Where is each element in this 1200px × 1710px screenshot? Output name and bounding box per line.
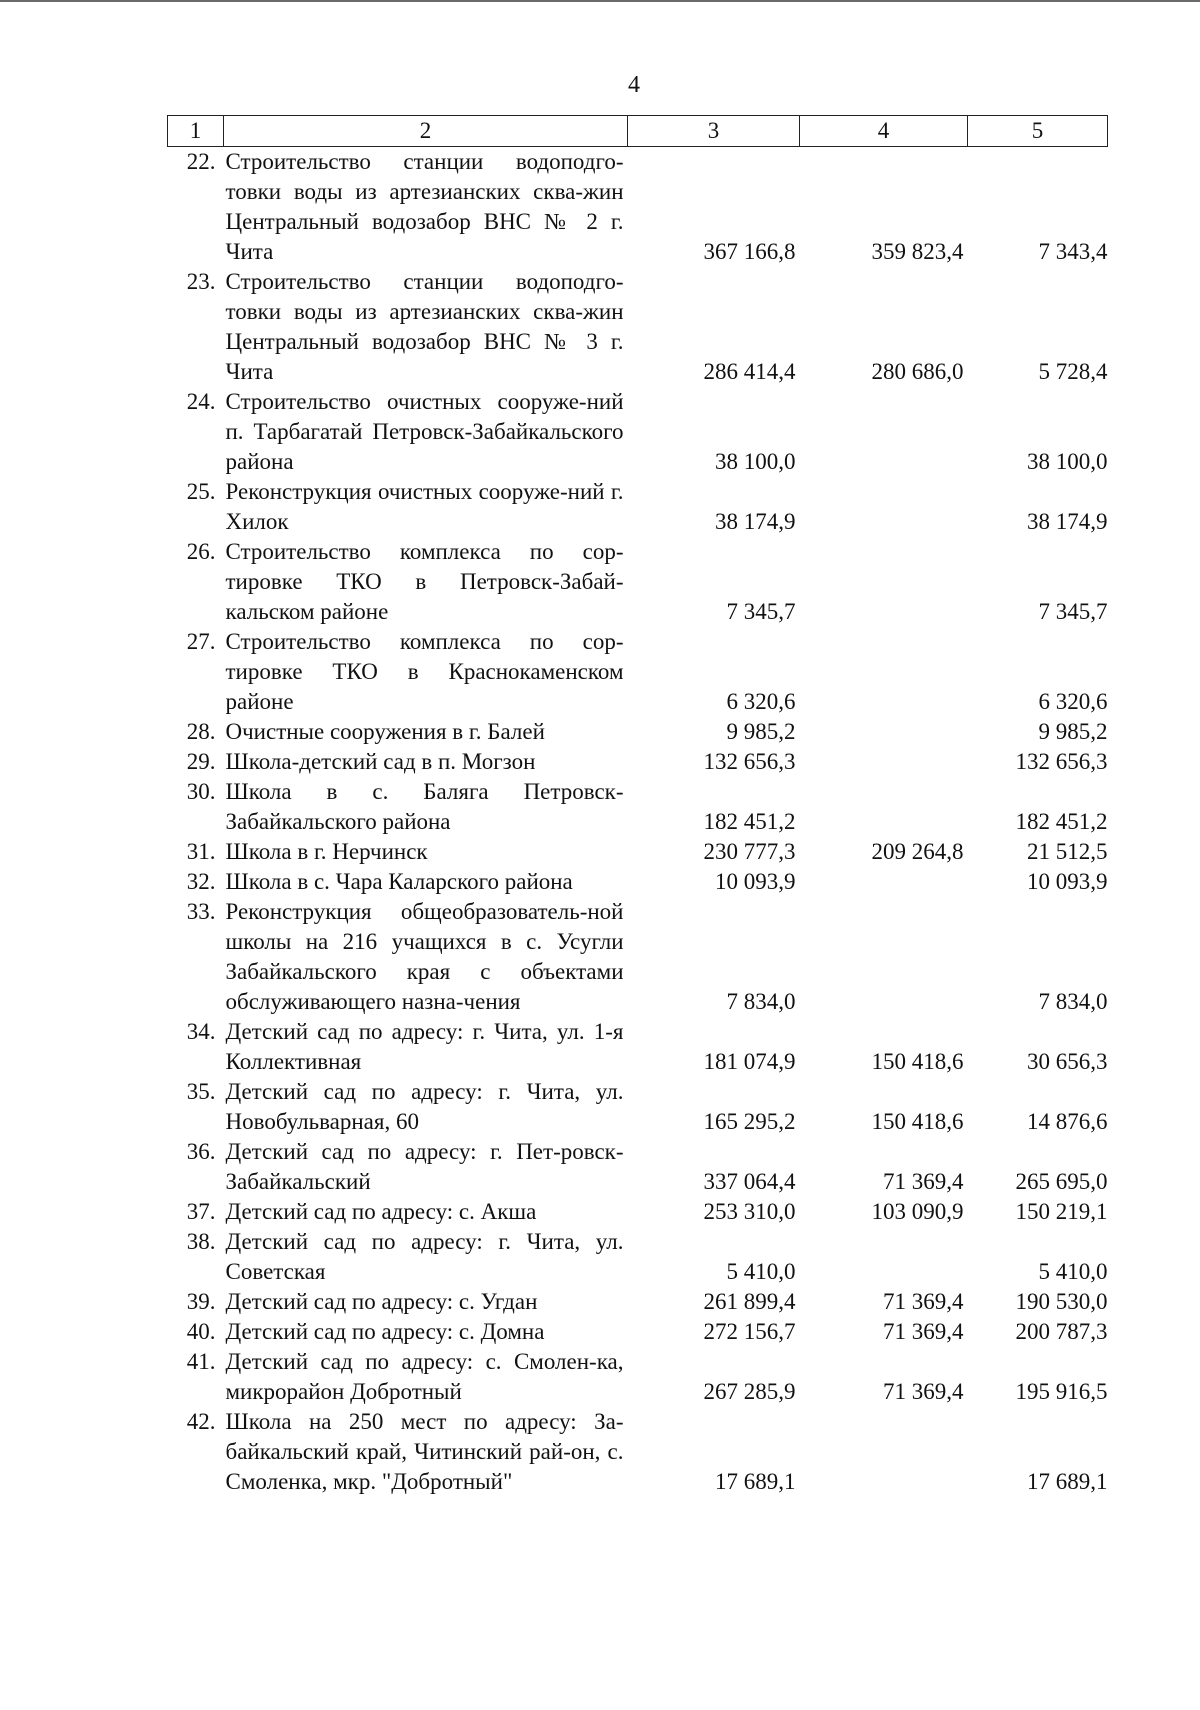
total-amount: 230 777,3 [703, 839, 796, 864]
row-number: 31. [186, 839, 216, 864]
row-number: 27. [186, 629, 216, 654]
project-name: Школа в г. Нерчинск [225, 839, 428, 864]
project-name: Реконструкция очистных сооруже-ний г. Хилок [225, 479, 624, 534]
project-name: Строительство очистных сооруже-ний п. Тарбагатай Петровск-Забайкальского района [225, 389, 624, 474]
amount-column-5: 30 656,3 [1027, 1049, 1108, 1074]
amount-column-5: 200 787,3 [1015, 1319, 1108, 1344]
row-number: 41. [186, 1349, 216, 1374]
table-row [168, 1287, 1108, 1317]
row-number: 36. [186, 1139, 216, 1164]
amount-column-4 [800, 627, 968, 717]
table-body [168, 147, 1108, 1498]
project-name: Реконструкция общеобразователь-ной школы на 216 учащихся в с. Усугли Забайкальского края с объектами обслуживающего назна-чения [225, 899, 624, 1014]
total-amount: 132 656,3 [703, 749, 796, 774]
row-number: 42. [186, 1409, 216, 1434]
amount-column-5: 195 916,5 [1015, 1379, 1108, 1404]
amount-column-4: 150 418,6 [871, 1049, 964, 1074]
total-amount: 367 166,8 [703, 239, 796, 264]
total-amount: 38 100,0 [715, 449, 796, 474]
total-amount: 38 174,9 [715, 509, 796, 534]
total-amount: 165 295,2 [703, 1109, 796, 1134]
table-row [168, 717, 1108, 747]
amount-column-4 [800, 537, 968, 627]
amount-column-5: 182 451,2 [1015, 809, 1108, 834]
project-name: Школа в с. Чара Каларского района [225, 869, 573, 894]
project-name: Строительство станции водоподго-товки воды из артезианских сква-жин Центральный водозабор ВНС № 3 г. Чита [225, 269, 624, 384]
project-name: Школа-детский сад в п. Могзон [225, 749, 536, 774]
total-amount: 6 320,6 [726, 689, 796, 714]
amount-column-4 [800, 867, 968, 897]
project-name: Детский сад по адресу: с. Акша [225, 1199, 537, 1224]
amount-column-4: 103 090,9 [871, 1199, 964, 1224]
table-row [168, 1227, 1108, 1287]
amount-column-4: 71 369,4 [883, 1169, 964, 1194]
project-name: Детский сад по адресу: с. Смолен-ка, микрорайон Добротный [225, 1349, 624, 1404]
amount-column-5: 10 093,9 [1027, 869, 1108, 894]
project-name: Школа в с. Баляга Петровск-Забайкальского района [225, 779, 624, 834]
amount-column-5: 38 174,9 [1027, 509, 1108, 534]
amount-column-5: 21 512,5 [1027, 839, 1108, 864]
table-row [168, 777, 1108, 837]
project-name: Школа на 250 мест по адресу: За-байкальский край, Читинский рай-он, с. Смоленка, мкр. "Добротный" [225, 1409, 624, 1494]
row-number: 35. [186, 1079, 216, 1104]
row-number: 30. [186, 779, 216, 804]
table-row [168, 147, 1108, 268]
row-number: 25. [186, 479, 216, 504]
budget-table [167, 115, 1108, 1497]
amount-column-4 [800, 717, 968, 747]
table-row [168, 1347, 1108, 1407]
row-number: 23. [186, 269, 216, 294]
total-amount: 5 410,0 [726, 1259, 796, 1284]
amount-column-4 [800, 1227, 968, 1287]
row-number: 32. [186, 869, 216, 894]
table-row [168, 1197, 1108, 1227]
amount-column-4 [800, 1407, 968, 1497]
table-row [168, 267, 1108, 387]
total-amount: 286 414,4 [703, 359, 796, 384]
table-row [168, 897, 1108, 1017]
amount-column-4: 280 686,0 [871, 359, 964, 384]
total-amount: 181 074,9 [703, 1049, 796, 1074]
amount-column-5: 5 410,0 [1038, 1259, 1108, 1284]
project-name: Строительство станции водоподго-товки воды из артезианских сква-жин Центральный водозабор ВНС № 2 г. Чита [225, 149, 624, 264]
table-row [168, 387, 1108, 477]
table-row [168, 1137, 1108, 1197]
column-header-1: 1 [168, 116, 224, 147]
row-number: 39. [186, 1289, 216, 1314]
amount-column-4: 209 264,8 [871, 839, 964, 864]
row-number: 26. [186, 539, 216, 564]
table-row [168, 747, 1108, 777]
table-row [168, 1317, 1108, 1347]
amount-column-4: 71 369,4 [883, 1379, 964, 1404]
total-amount: 9 985,2 [726, 719, 796, 744]
row-number: 40. [186, 1319, 216, 1344]
project-name: Строительство комплекса по сор-тировке ТКО в Краснокаменском районе [225, 629, 624, 714]
amount-column-5: 17 689,1 [1027, 1469, 1108, 1494]
amount-column-5: 38 100,0 [1027, 449, 1108, 474]
total-amount: 261 899,4 [703, 1289, 796, 1314]
row-number: 33. [186, 899, 216, 924]
row-number: 24. [186, 389, 216, 414]
amount-column-5: 190 530,0 [1015, 1289, 1108, 1314]
row-number: 29. [186, 749, 216, 774]
total-amount: 7 834,0 [726, 989, 796, 1014]
row-number: 22. [186, 149, 216, 174]
total-amount: 10 093,9 [715, 869, 796, 894]
project-name: Детский сад по адресу: г. Пет-ровск-Забайкальский [225, 1139, 624, 1194]
amount-column-5: 7 343,4 [1038, 239, 1108, 264]
table-row [168, 1407, 1108, 1497]
project-name: Очистные сооружения в г. Балей [225, 719, 545, 744]
total-amount: 7 345,7 [726, 599, 796, 624]
row-number: 37. [186, 1199, 216, 1224]
column-header-3: 3 [628, 116, 800, 147]
row-number: 28. [186, 719, 216, 744]
table-row [168, 537, 1108, 627]
column-header-4: 4 [800, 116, 968, 147]
table-row [168, 627, 1108, 717]
amount-column-5: 7 345,7 [1038, 599, 1108, 624]
total-amount: 337 064,4 [703, 1169, 796, 1194]
amount-column-4: 359 823,4 [871, 239, 964, 264]
total-amount: 17 689,1 [715, 1469, 796, 1494]
page-number: 4 [628, 72, 640, 98]
amount-column-4: 71 369,4 [883, 1289, 964, 1314]
table-row [168, 837, 1108, 867]
amount-column-5: 265 695,0 [1015, 1169, 1108, 1194]
row-number: 38. [186, 1229, 216, 1254]
top-rule [0, 0, 1200, 2]
project-name: Детский сад по адресу: г. Чита, ул. Советская [225, 1229, 624, 1284]
total-amount: 267 285,9 [703, 1379, 796, 1404]
amount-column-5: 5 728,4 [1038, 359, 1108, 384]
amount-column-5: 132 656,3 [1015, 749, 1108, 774]
project-name: Детский сад по адресу: с. Домна [225, 1319, 545, 1344]
table-row [168, 867, 1108, 897]
amount-column-5: 7 834,0 [1038, 989, 1108, 1014]
project-name: Детский сад по адресу: г. Чита, ул. Новобульварная, 60 [225, 1079, 624, 1134]
total-amount: 182 451,2 [703, 809, 796, 834]
amount-column-4 [800, 747, 968, 777]
total-amount: 272 156,7 [703, 1319, 796, 1344]
amount-column-4 [800, 477, 968, 537]
amount-column-5: 9 985,2 [1038, 719, 1108, 744]
table-row [168, 477, 1108, 537]
amount-column-4 [800, 777, 968, 837]
column-header-5: 5 [968, 116, 1108, 147]
row-number: 34. [186, 1019, 216, 1044]
amount-column-4 [800, 387, 968, 477]
project-name: Детский сад по адресу: с. Угдан [225, 1289, 538, 1314]
amount-column-4: 71 369,4 [883, 1319, 964, 1344]
table-row [168, 1077, 1108, 1137]
amount-column-5: 150 219,1 [1015, 1199, 1108, 1224]
table-row [168, 1017, 1108, 1077]
total-amount: 253 310,0 [703, 1199, 796, 1224]
column-number-header [168, 116, 1108, 147]
project-name: Строительство комплекса по сор-тировке ТКО в Петровск-Забай-кальском районе [225, 539, 624, 624]
amount-column-5: 14 876,6 [1027, 1109, 1108, 1134]
column-header-2: 2 [224, 116, 628, 147]
amount-column-4 [800, 897, 968, 1017]
project-name: Детский сад по адресу: г. Чита, ул. 1-я Коллективная [225, 1019, 624, 1074]
amount-column-4: 150 418,6 [871, 1109, 964, 1134]
amount-column-5: 6 320,6 [1038, 689, 1108, 714]
